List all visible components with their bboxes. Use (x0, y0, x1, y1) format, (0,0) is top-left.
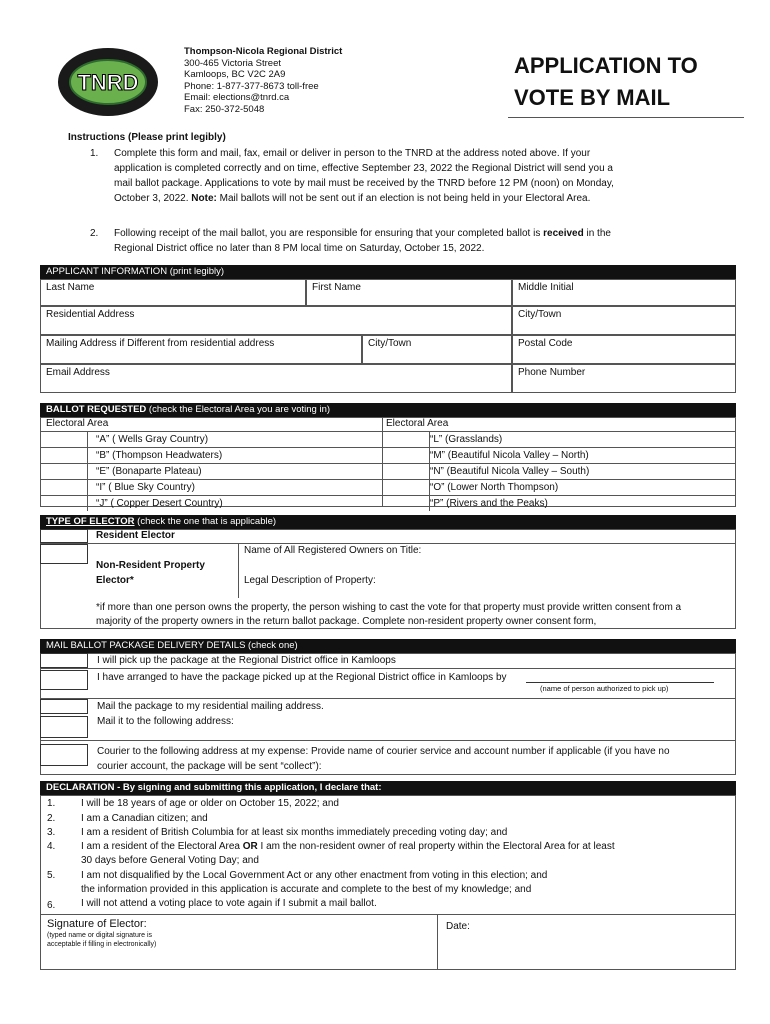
mail-residential-label: Mail the package to my residential mailing address. (97, 701, 324, 712)
area-m-checkbox[interactable] (382, 448, 430, 463)
header-divider (508, 117, 744, 118)
elector-note-line-2: majority of the property owners in the return ballot package. Complete non-resident property owner consent form, (96, 616, 597, 627)
registered-owners-label: Name of All Registered Owners on Title: (244, 545, 422, 556)
mail-residential-checkbox[interactable] (40, 699, 88, 714)
ballot-section-bar: BALLOT REQUESTED (check the Electoral Area you are voting in) (40, 403, 736, 417)
note-label: Note: (191, 193, 217, 204)
decl-item-5: I am not disqualified by the Local Government Act or any other enactment from voting in this election; and (81, 870, 548, 881)
resident-elector-label: Resident Elector (96, 530, 175, 541)
city-town-field-2[interactable] (362, 335, 512, 364)
authorized-person-line[interactable] (526, 682, 714, 683)
pickup-other-checkbox[interactable] (40, 670, 88, 690)
right-area-list (382, 431, 736, 511)
middle-initial-field[interactable] (512, 279, 736, 306)
decl-num-5: 5. (47, 870, 56, 881)
last-name-field[interactable] (40, 279, 306, 306)
instruction-1-line-1: Complete this form and mail, fax, email or deliver in person to the TNRD at the address noted above. If your (114, 148, 591, 159)
area-row-a[interactable]: “A” ( Wells Gray Country) (40, 431, 382, 447)
area-row-l[interactable]: “L” (Grasslands) (382, 431, 736, 447)
first-name-label: First Name (312, 282, 361, 293)
non-resident-label-1: Non-Resident Property (96, 560, 205, 571)
instruction-number-2: 2. (90, 228, 99, 239)
residential-address-label: Residential Address (46, 309, 135, 320)
left-electoral-area-header: Electoral Area (46, 418, 109, 429)
decl-num-2: 2. (47, 813, 56, 824)
decl-num-1: 1. (47, 798, 56, 809)
elector-col-divider (238, 543, 239, 598)
decl-num-6: 6. (47, 900, 56, 911)
delivery-divider-1 (40, 668, 736, 669)
page-title-line1: APPLICATION TO (514, 53, 698, 78)
tnrd-logo (56, 46, 160, 118)
mail-other-label: Mail it to the following address: (97, 716, 234, 727)
decl-item-1: I will be 18 years of age or older on October 15, 2022; and (81, 798, 339, 809)
email-address-label: Email Address (46, 367, 110, 378)
instruction-1-line-2: application is completed correctly and on time, effective September 23, 2022 the Regional District will send you a (114, 163, 613, 174)
delivery-divider-3 (40, 740, 736, 741)
signature-note-1: (typed name or digital signature is (47, 932, 153, 939)
mail-other-checkbox[interactable] (40, 716, 88, 738)
instruction-2-line-1: Following receipt of the mail ballot, you are responsible for ensuring that your completed ballot is received in the (114, 228, 611, 239)
org-phone: Phone: 1-877-377-8673 toll-free (184, 80, 319, 92)
legal-description-label: Legal Description of Property: (244, 575, 376, 586)
courier-label-line-1: Courier to the following address at my expense: Provide name of courier service and account number if applicable (if you have no (97, 746, 670, 757)
left-area-list (40, 431, 382, 511)
courier-checkbox[interactable] (40, 744, 88, 766)
decl-num-4: 4. (47, 841, 56, 852)
area-row-n[interactable]: “N” (Beautiful Nicola Valley – South) (382, 463, 736, 479)
decl-item-5-cont: the information provided in this application is accurate and complete to the best of my knowledge; and (81, 884, 532, 895)
area-e-checkbox[interactable] (40, 464, 88, 479)
date-label: Date: (446, 921, 470, 932)
phone-number-label: Phone Number (518, 367, 586, 378)
area-row-j[interactable]: “J” ( Copper Desert Country) (40, 495, 382, 511)
area-i-checkbox[interactable] (40, 480, 88, 495)
non-resident-label-2: Elector* (96, 575, 134, 586)
org-fax: Fax: 250-372-5048 (184, 103, 265, 115)
area-b-checkbox[interactable] (40, 448, 88, 463)
instruction-1-line-4: October 3, 2022. Note: Mail ballots will not be sent out if an election is not being held in your Electoral Area. (114, 193, 591, 204)
page-title-line2: VOTE BY MAIL (514, 85, 671, 110)
instruction-2-line-2: Regional District office no later than 8 PM local time on Saturday, October 15, 2022. (114, 243, 485, 254)
area-row-e[interactable]: “E” (Bonaparte Plateau) (40, 463, 382, 479)
pickup-self-label: I will pick up the package at the Regional District office in Kamloops (97, 655, 396, 666)
email-address-field[interactable] (40, 364, 512, 393)
elector-note-line-1: *if more than one person owns the property, the person wishing to cast the vote for that property must provide written consent from a (96, 602, 682, 613)
instruction-number-1: 1. (90, 148, 99, 159)
instructions-heading: Instructions (Please print legibly) (68, 132, 226, 143)
pickup-self-checkbox[interactable] (40, 653, 88, 668)
pickup-other-label: I have arranged to have the package picked up at the Regional District office in Kamloops by (97, 672, 507, 683)
middle-initial-label: Middle Initial (518, 282, 574, 293)
area-p-checkbox[interactable] (382, 496, 430, 511)
elector-section-bar: TYPE OF ELECTOR (check the one that is applicable) (40, 515, 736, 529)
authorized-person-caption: (name of person authorized to pick up) (540, 684, 669, 693)
date-field[interactable] (438, 915, 736, 970)
decl-item-6: I will not attend a voting place to vote again if I submit a mail ballot. (81, 898, 377, 909)
courier-label-line-2: courier account, the package will be sent “collect”): (97, 761, 322, 772)
area-o-checkbox[interactable] (382, 480, 430, 495)
city-town-field-1[interactable] (512, 306, 736, 335)
declaration-section-bar: DECLARATION - By signing and submitting this application, I declare that: (40, 781, 736, 795)
area-l-checkbox[interactable] (382, 432, 430, 447)
instruction-1-line-3: mail ballot package. Applications to vote by mail must be received by the TNRD before 12 PM (noon) on Monday, (114, 178, 614, 189)
org-address-2: Kamloops, BC V2C 2A9 (184, 69, 286, 80)
area-j-checkbox[interactable] (40, 496, 88, 511)
city-town-label-1: City/Town (518, 309, 562, 320)
postal-code-label: Postal Code (518, 338, 573, 349)
right-electoral-area-header: Electoral Area (386, 418, 449, 429)
city-town-label-2: City/Town (368, 338, 412, 349)
mailing-address-field[interactable] (40, 335, 362, 364)
mailing-address-label: Mailing Address if Different from residential address (46, 338, 275, 349)
area-row-b[interactable]: “B” (Thompson Headwaters) (40, 447, 382, 463)
area-a-checkbox[interactable] (40, 432, 88, 447)
logo-text: TNRD (77, 70, 139, 95)
area-row-i[interactable]: “I” ( Blue Sky Country) (40, 479, 382, 495)
applicant-section-bar: APPLICANT INFORMATION (print legibly) (40, 265, 736, 279)
first-name-field[interactable] (306, 279, 512, 306)
signature-note-2: acceptable if filling in electronically) (47, 941, 157, 948)
decl-item-4-cont: 30 days before General Voting Day; and (81, 855, 259, 866)
decl-num-3: 3. (47, 827, 56, 838)
decl-item-4: I am a resident of the Electoral Area OR I am the non-resident owner of real property within the Electoral Area for at least (81, 841, 615, 852)
last-name-label: Last Name (46, 282, 95, 293)
delivery-section-bar: MAIL BALLOT PACKAGE DELIVERY DETAILS (check one) (40, 639, 736, 653)
area-n-checkbox[interactable] (382, 464, 430, 479)
resident-elector-checkbox[interactable] (40, 529, 88, 543)
decl-item-2: I am a Canadian citizen; and (81, 813, 208, 824)
org-email: Email: elections@tnrd.ca (184, 92, 290, 103)
phone-number-field[interactable] (512, 364, 736, 393)
postal-code-field[interactable] (512, 335, 736, 364)
org-name: Thompson-Nicola Regional District (184, 46, 343, 57)
residential-address-field[interactable] (40, 306, 512, 335)
signature-field[interactable] (40, 915, 438, 970)
non-resident-elector-checkbox[interactable] (40, 544, 88, 564)
area-row-m[interactable]: “M” (Beautiful Nicola Valley – North) (382, 447, 736, 463)
org-address-1: 300-465 Victoria Street (184, 57, 281, 69)
area-row-p[interactable]: “P” (Rivers and the Peaks) (382, 495, 736, 511)
signature-label: Signature of Elector: (47, 918, 147, 930)
area-row-o[interactable]: “O” (Lower North Thompson) (382, 479, 736, 495)
decl-item-3: I am a resident of British Columbia for at least six months immediately preceding voting day; and (81, 827, 508, 838)
received-emphasis: received (543, 228, 584, 239)
